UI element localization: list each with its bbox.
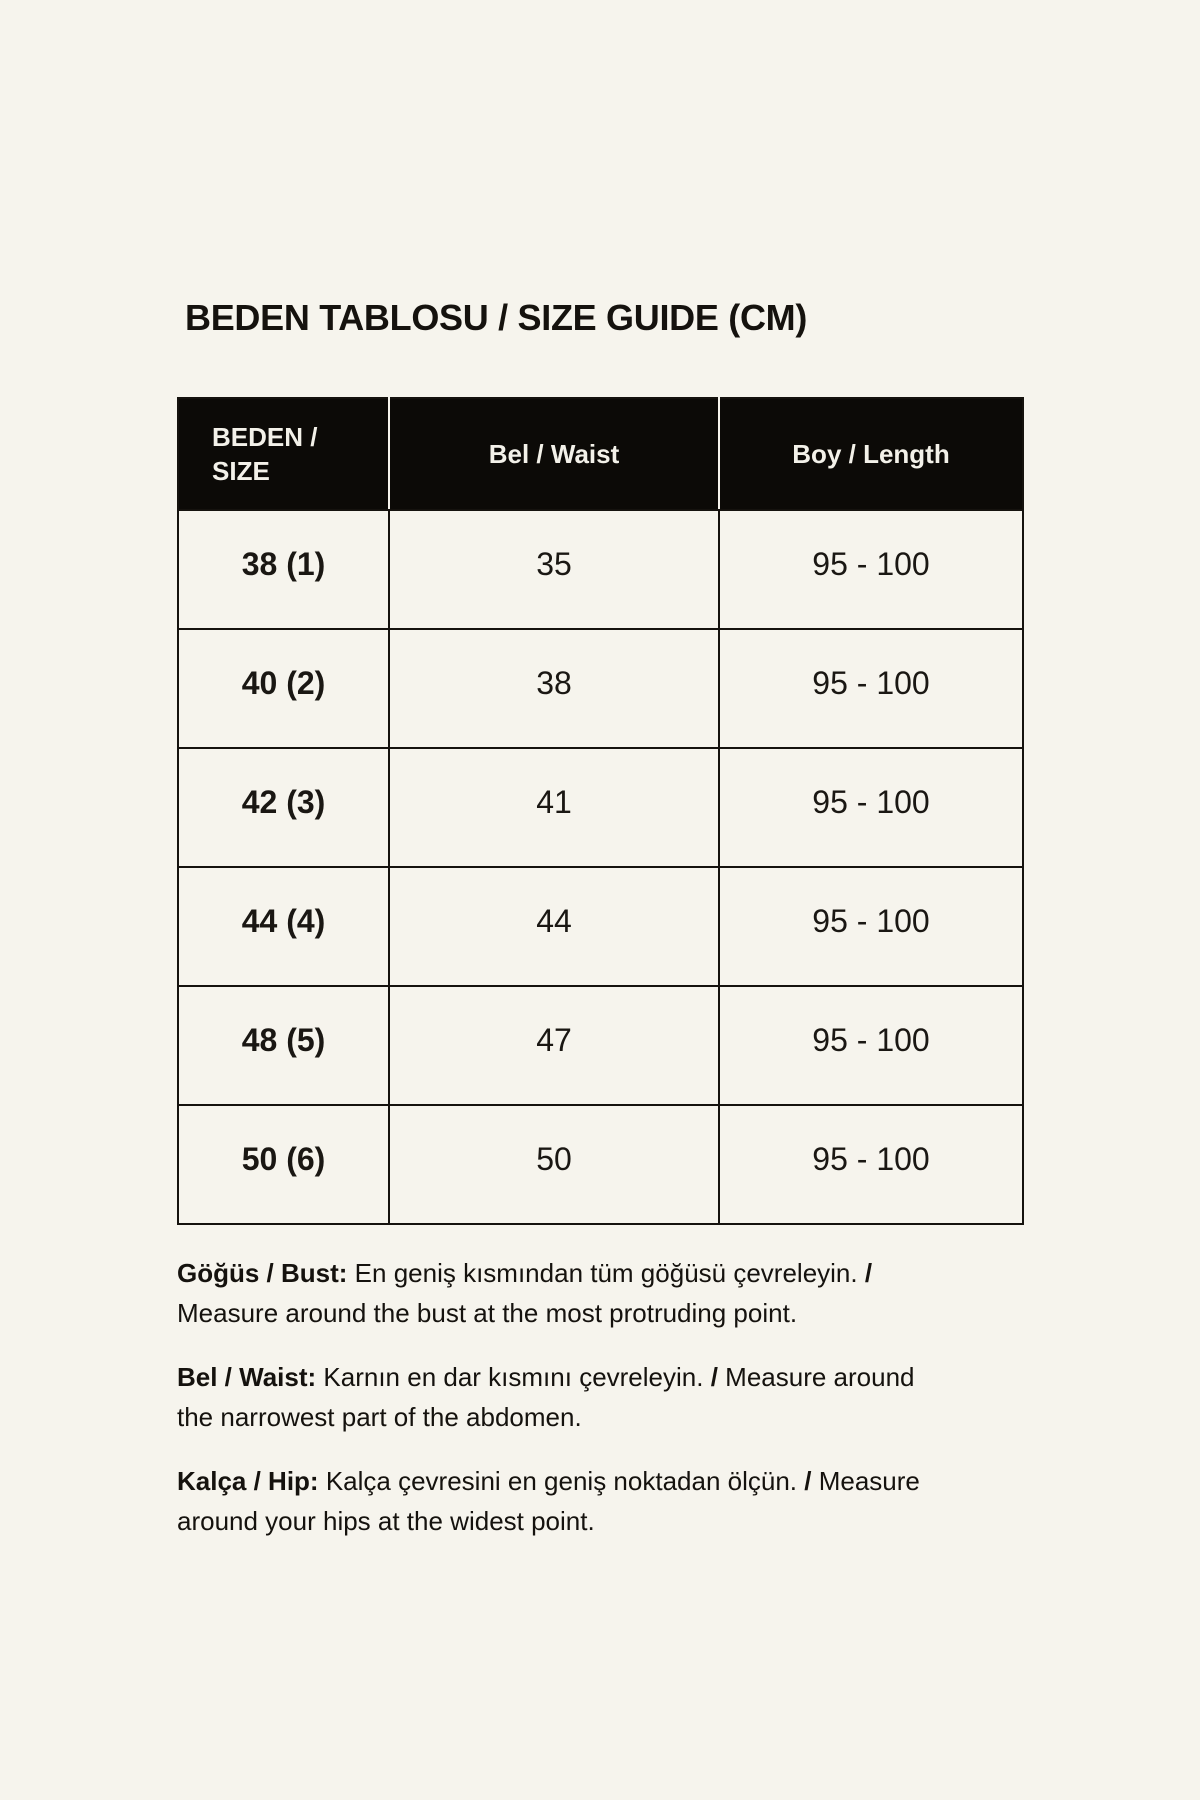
waist-cell: 44: [389, 867, 719, 986]
note-bust: [177, 1253, 935, 1333]
note-hip: [177, 1461, 935, 1541]
length-cell: 95 - 100: [719, 629, 1023, 748]
note-text-tr: Kalça çevresini en geniş noktadan ölçün.: [325, 1466, 798, 1496]
table-row: [178, 748, 1023, 867]
note-separator: /: [710, 1362, 718, 1392]
header-cell-waist: Bel / Waist: [389, 398, 719, 510]
waist-cell: 41: [389, 748, 719, 867]
size-cell: 50 (6): [178, 1105, 389, 1224]
table-row: [178, 986, 1023, 1105]
length-cell: 95 - 100: [719, 1105, 1023, 1224]
size-cell: 42 (3): [178, 748, 389, 867]
size-cell: 38 (1): [178, 510, 389, 629]
waist-cell: 47: [389, 986, 719, 1105]
note-label: Kalça / Hip:: [177, 1466, 319, 1496]
waist-cell: 38: [389, 629, 719, 748]
page-title: BEDEN TABLOSU / SIZE GUIDE (CM): [185, 297, 808, 338]
size-cell: 40 (2): [178, 629, 389, 748]
length-cell: 95 - 100: [719, 510, 1023, 629]
header-cell-size: [178, 398, 389, 510]
table-row: [178, 510, 1023, 629]
note-text-en: Measure around the narrowest part of the abdomen.: [177, 1362, 915, 1432]
table-row: [178, 1105, 1023, 1224]
header-cell-size-label: BEDEN / SIZE: [212, 422, 318, 486]
size-cell: 44 (4): [178, 867, 389, 986]
note-text-en: Measure around your hips at the widest point.: [177, 1466, 920, 1536]
table-row: [178, 867, 1023, 986]
waist-cell: 50: [389, 1105, 719, 1224]
length-cell: 95 - 100: [719, 867, 1023, 986]
note-label: Bel / Waist:: [177, 1362, 317, 1392]
waist-cell: 35: [389, 510, 719, 629]
length-cell: 95 - 100: [719, 986, 1023, 1105]
size-guide-table: [177, 397, 1024, 1225]
measurement-notes: [177, 1253, 935, 1565]
table-row: [178, 629, 1023, 748]
note-text-tr: En geniş kısmından tüm göğüsü çevreleyin.: [354, 1258, 858, 1288]
note-waist: [177, 1357, 935, 1437]
note-separator: /: [864, 1258, 873, 1288]
note-label: Göğüs / Bust:: [177, 1258, 348, 1288]
note-separator: /: [804, 1466, 812, 1496]
note-text-en: Measure around the bust at the most protruding point.: [177, 1298, 798, 1328]
length-cell: 95 - 100: [719, 748, 1023, 867]
size-cell: 48 (5): [178, 986, 389, 1105]
table-header-row: [178, 398, 1023, 510]
header-cell-length: Boy / Length: [719, 398, 1023, 510]
note-text-tr: Karnın en dar kısmını çevreleyin.: [323, 1362, 704, 1392]
